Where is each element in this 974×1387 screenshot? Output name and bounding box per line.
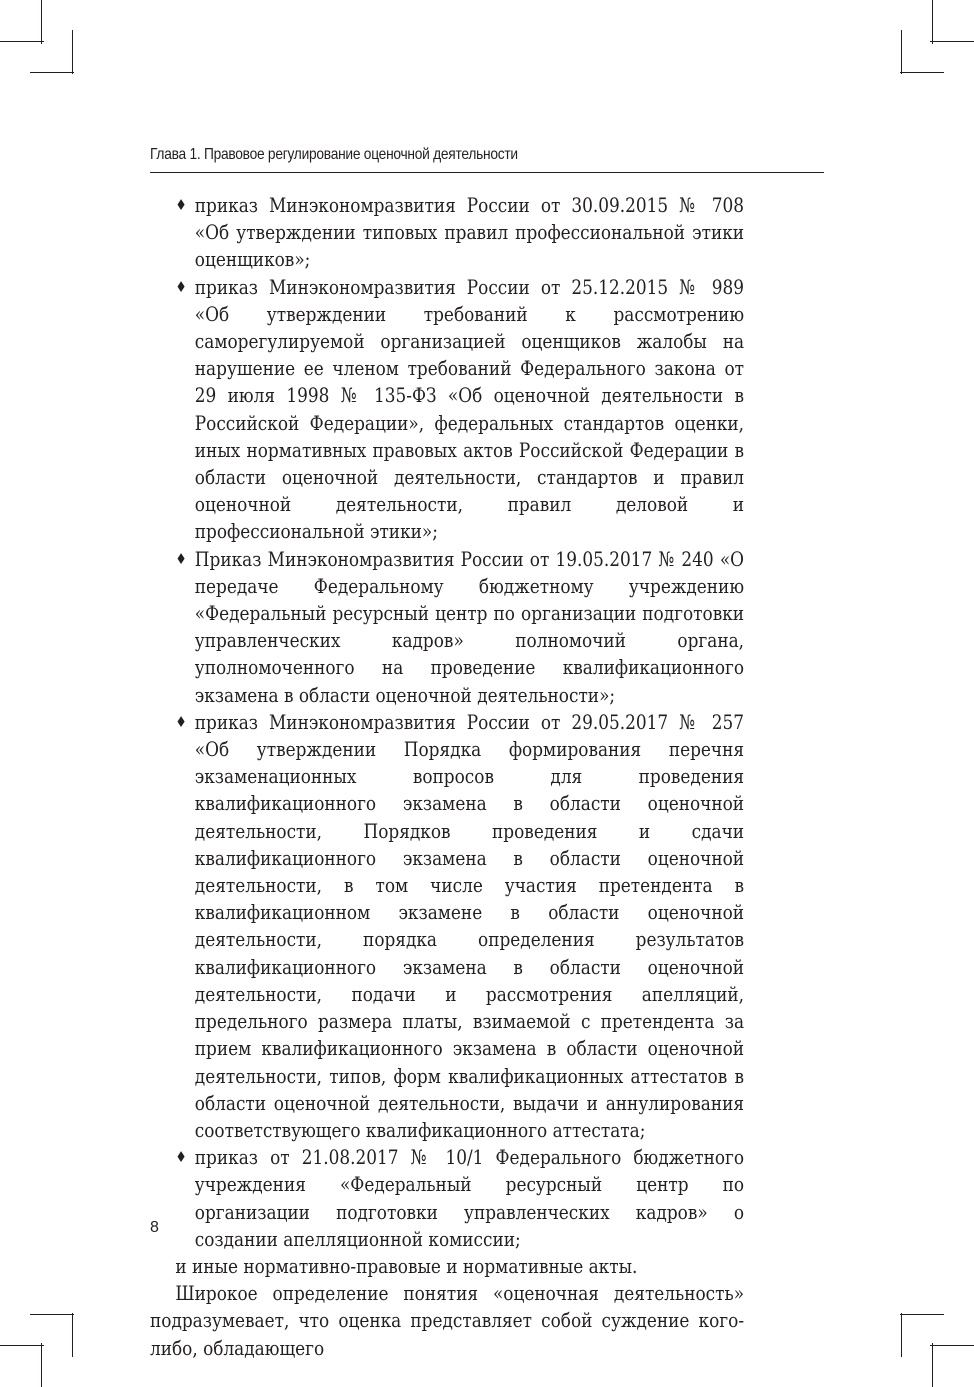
crop-mark xyxy=(930,41,974,42)
crop-mark xyxy=(900,1314,944,1315)
crop-mark xyxy=(0,1345,44,1346)
list-item-text: приказ Минэкономразвития России от 25.12.2015 № 989 «Об утверждении требований к рассмотрению саморегулируемой организацией оценщиков жалобы на нарушение ее членом требований Федерального закона от 29 июля 1998 № 135-ФЗ «Об оценочной деятельности в Российской Федерации», федеральных стандартов оценки, иных нормативных правовых актов Российской Федерации в области оценочной деятельности, стандартов и правил оценочной деятельности, правил деловой и профессиональной этики»; xyxy=(194,274,745,544)
regulation-list xyxy=(150,192,744,1253)
crop-mark xyxy=(0,41,44,42)
list-item xyxy=(150,546,744,709)
crop-mark xyxy=(930,1345,974,1346)
diamond-bullet-icon: ♦ xyxy=(175,549,187,568)
crop-mark xyxy=(41,1343,42,1387)
crop-mark xyxy=(932,1343,933,1387)
list-item-text: приказ Минэкономразвития России от 29.05.2017 № 257 «Об утверждении Порядка формирования перечня экзаменационных вопросов для проведения квалификационного экзамена в области оценочной деятельности, Порядков проведения и сдачи квалификационного экзамена в области оценочной деятельности, в том числе участия претендента в квалификационном экзамене в области оценочной деятельности, порядка определения результатов квалификационного экзамена в области оценочной деятельности, подачи и рассмотрения апелляций, предельного размера платы, взимаемой с претендента за прием квалификационного экзамена в области оценочной деятельности, типов, форм квалификационных аттестатов в области оценочной деятельности, выдачи и аннулирования соответствующего квалификационного аттестата; xyxy=(194,709,745,1142)
list-item xyxy=(150,709,744,1144)
body-text xyxy=(150,192,824,1362)
diamond-bullet-icon: ♦ xyxy=(175,196,187,214)
crop-mark xyxy=(30,1314,74,1315)
crop-mark xyxy=(901,1313,902,1357)
list-item-text: приказ Минэкономразвития России от 30.09.2015 № 708 «Об утверждении типовых правил профессиональной этики оценщиков»; xyxy=(194,193,745,272)
crop-mark xyxy=(41,0,42,44)
list-item xyxy=(150,274,744,546)
diamond-bullet-icon: ♦ xyxy=(175,712,187,731)
crop-mark xyxy=(30,72,74,73)
list-item-text: приказ от 21.08.2017 № 10/1 Федерального бюджетного учреждения «Федеральный ресурсный центр по организации подготовки управленческих кадров» о создании апелляционной комиссии; xyxy=(194,1145,745,1251)
crop-mark xyxy=(900,72,944,73)
crop-mark xyxy=(901,30,902,74)
body-paragraph: Широкое определение понятия «оценочная деятельность» подразумевает, что оценка представляет собой суждение кого-либо, обладающего xyxy=(150,1281,745,1360)
running-head: Глава 1. Правовое регулирование оценочной деятельности xyxy=(150,146,518,163)
list-closing-line: и иные нормативно-правовые и нормативные акты. xyxy=(175,1253,638,1278)
list-item-text: Приказ Минэкономразвития России от 19.05.2017 № 240 «О передаче Федеральному бюджетному учреждению «Федеральный ресурсный центр по организации подготовки управленческих кадров» полномочий органа, уполномоченного на проведение квалификационного экзамена в области оценочной деятельности»; xyxy=(194,546,745,707)
diamond-bullet-icon: ♦ xyxy=(175,277,187,296)
list-item xyxy=(150,192,744,274)
diamond-bullet-icon: ♦ xyxy=(175,1148,187,1167)
header-rule xyxy=(150,172,824,173)
list-item xyxy=(150,1144,744,1253)
text-block xyxy=(150,192,744,1362)
crop-mark xyxy=(932,0,933,44)
page-number: 8 xyxy=(150,1219,159,1236)
crop-mark xyxy=(72,1313,73,1357)
crop-mark xyxy=(72,30,73,74)
